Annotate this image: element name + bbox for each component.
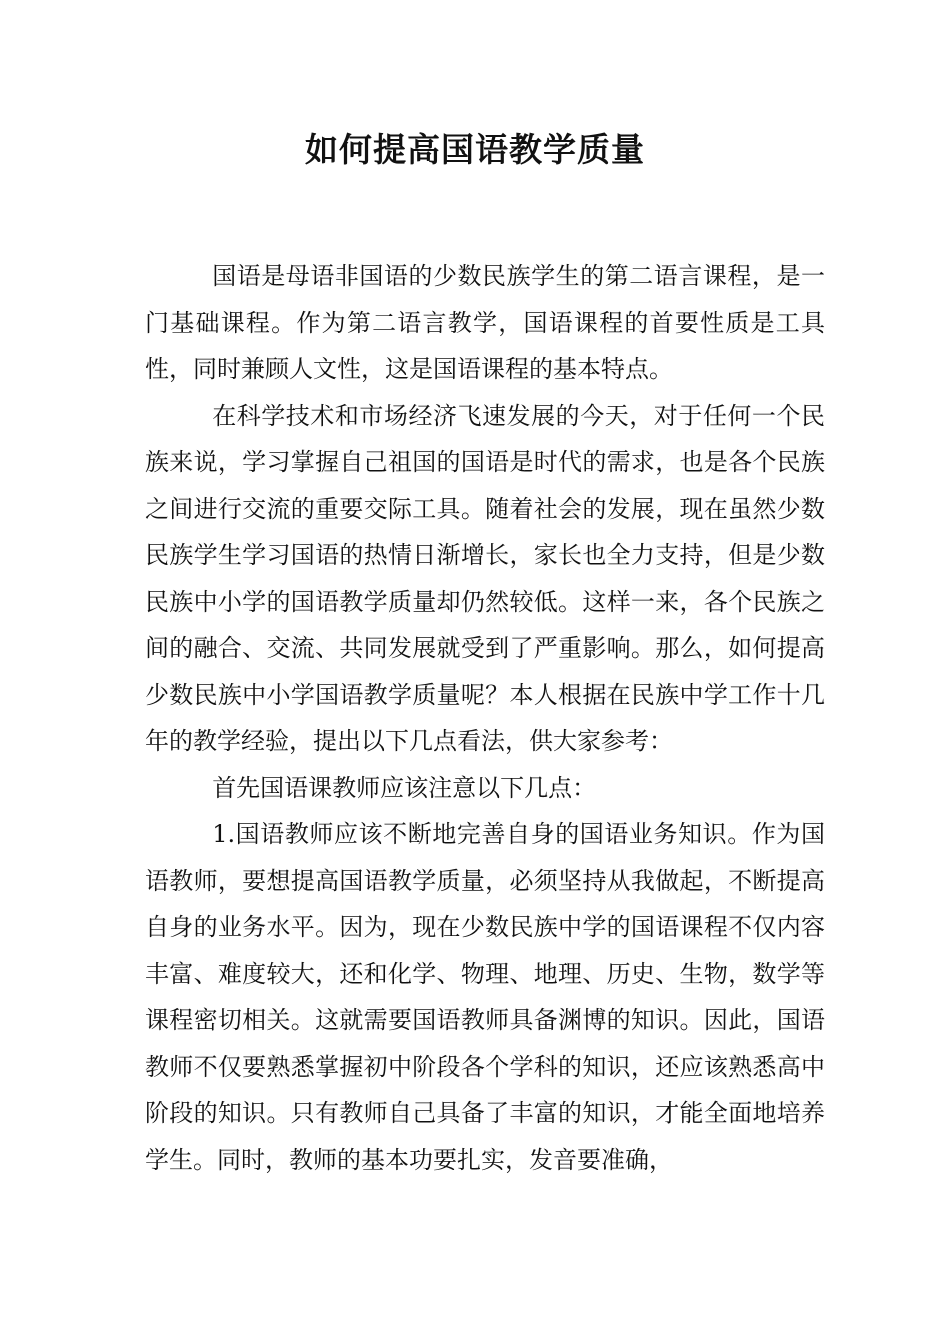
paragraph-intro: 国语是母语非国语的少数民族学生的第二语言课程，是一门基础课程。作为第二语言教学，国语课程的首要性质是工具性，同时兼顾人文性，这是国语课程的基本特点。 — [145, 262, 825, 383]
paragraph-point-1: 1.国语教师应该不断地完善自身的国语业务知识。作为国语教师，要想提高国语教学质量，必须坚持从我做起，不断提高自身的业务水平。因为，现在少数民族中学的国语课程不仅内容丰富、难度较大，还和化学、物理、地理、历史、生物，数学等课程密切相关。这就需要国语教师具备渊博的知识。因此，国语教师不仅要熟悉掌握初中阶段各个学科的知识，还应该熟悉高中阶段的知识。只有教师自己具备了丰富的知识，才能全面地培养学生。同时，教师的基本功要扎实，发音要准确， — [145, 820, 825, 1174]
paragraph-background: 在科学技术和市场经济飞速发展的今天，对于任何一个民族来说，学习掌握自己祖国的国语是时代的需求，也是各个民族之间进行交流的重要交际工具。随着社会的发展，现在虽然少数民族学生学习国语的热情日渐增长，家长也全力支持，但是少数民族中小学的国语教学质量却仍然较低。这样一来，各个民族之间的融合、交流、共同发展就受到了严重影响。那么，如何提高少数民族中小学国语教学质量呢？本人根据在民族中学工作十几年的教学经验，提出以下几点看法，供大家参考： — [145, 401, 825, 755]
paragraph-teacher-points: 首先国语课教师应该注意以下几点： — [212, 773, 597, 802]
document-title: 如何提高国语教学质量 — [305, 130, 645, 169]
document-body — [145, 253, 825, 1183]
